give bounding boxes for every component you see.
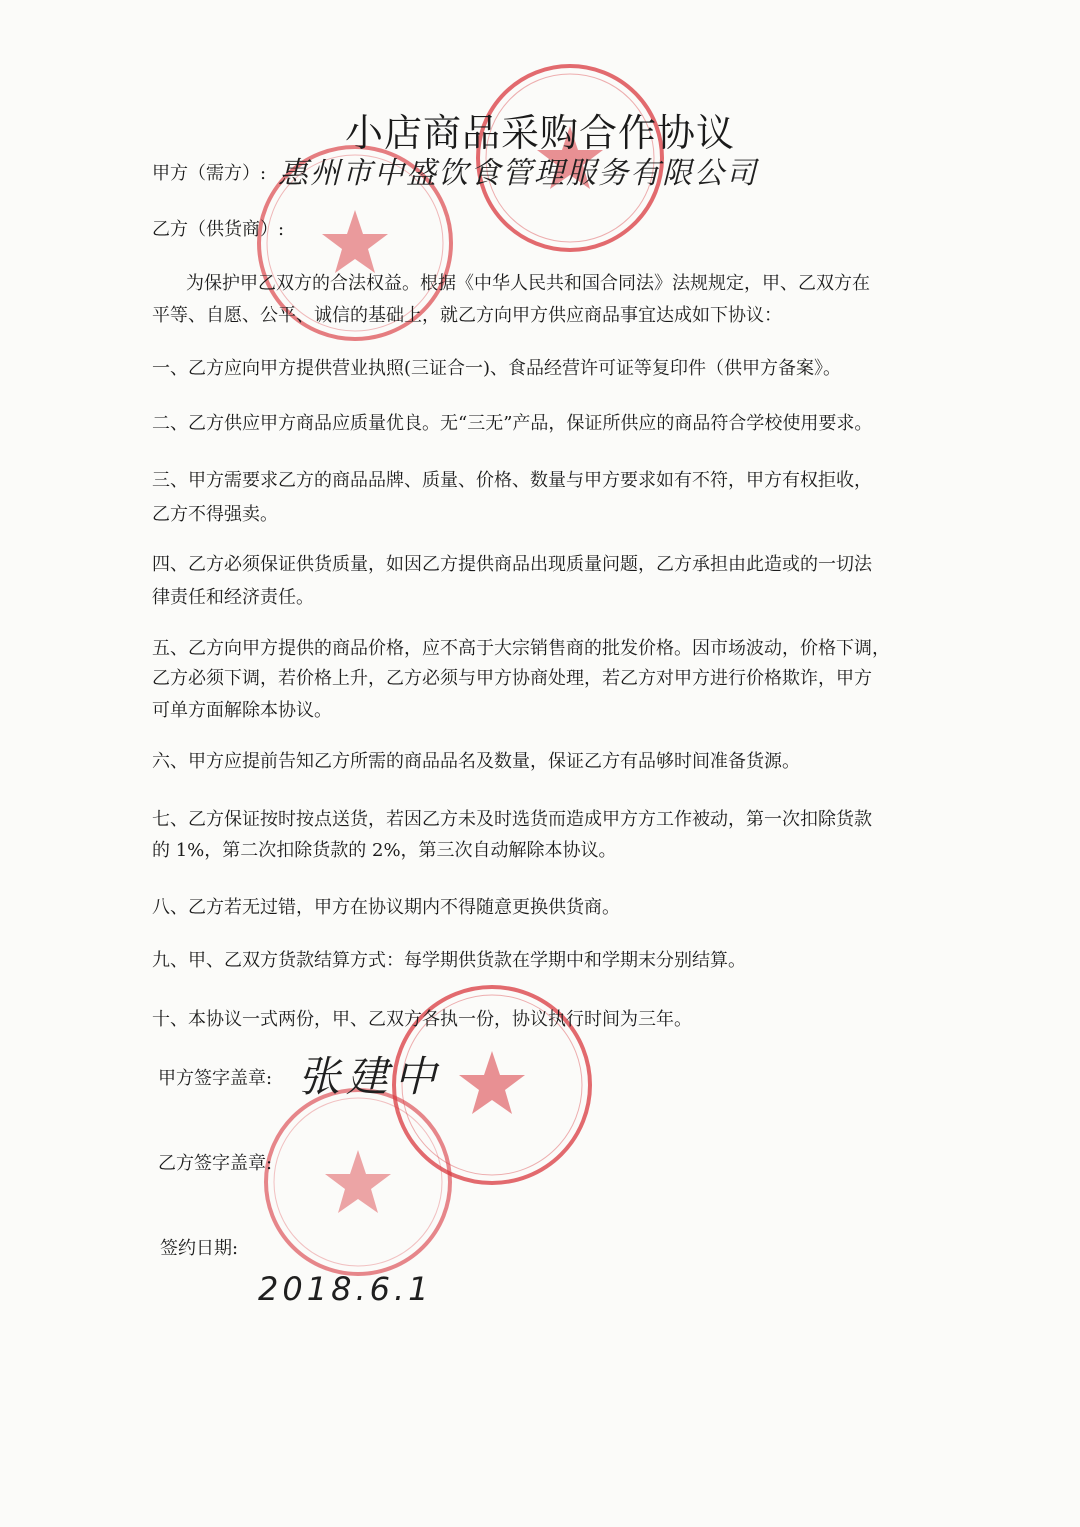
clause-7-line-2: 的 1%，第二次扣除货款的 2%，第三次自动解除本协议。 bbox=[152, 840, 617, 861]
party-b-signature-label: 乙方签字盖章: bbox=[158, 1153, 273, 1174]
clause-5-line-1: 五、乙方向甲方提供的商品价格，应不高于大宗销售商的批发价格。因市场波动，价格下调， bbox=[152, 638, 890, 659]
clause-4-line-1: 四、乙方必须保证供货质量，如因乙方提供商品出现质量问题，乙方承担由此造或的一切法 bbox=[152, 554, 872, 575]
clause-10: 十、本协议一式两份，甲、乙双方各执一份，协议执行时间为三年。 bbox=[152, 1009, 692, 1030]
clause-9: 九、甲、乙双方货款结算方式：每学期供货款在学期中和学期末分别结算。 bbox=[152, 950, 746, 971]
party-b-label: 乙方（供货商）: bbox=[152, 219, 285, 240]
clause-7-line-1: 七、乙方保证按时按点送货，若因乙方未及时选货而造成甲方方工作被动，第一次扣除货款 bbox=[152, 809, 872, 830]
clause-1: 一、乙方应向甲方提供营业执照(三证合一)、食品经营许可证等复印件（供甲方备案》。 bbox=[152, 358, 842, 379]
document-title: 小店商品采购合作协议 bbox=[344, 111, 735, 155]
clause-6: 六、甲方应提前告知乙方所需的商品品名及数量，保证乙方有品够时间准备货源。 bbox=[152, 751, 800, 772]
party-a-handwritten-name: 惠州市中盛饮食管理服务有限公司 bbox=[278, 156, 758, 191]
clause-2: 二、乙方供应甲方商品应质量优良。无“三无”产品，保证所供应的商品符合学校使用要求。 bbox=[152, 413, 873, 434]
party-a-handwritten-signature: 张建中 bbox=[298, 1052, 443, 1101]
clause-5-line-2: 乙方必须下调，若价格上升，乙方必须与甲方协商处理，若乙方对甲方进行价格欺诈，甲方 bbox=[152, 668, 872, 689]
clause-3-line-1: 三、甲方需要求乙方的商品品牌、质量、价格、数量与甲方要求如有不符，甲方有权拒收， bbox=[152, 470, 872, 491]
clause-8: 八、乙方若无过错，甲方在协议期内不得随意更换供货商。 bbox=[152, 897, 620, 918]
party-a-signature-label: 甲方签字盖章: bbox=[158, 1068, 273, 1089]
clause-5-line-3: 可单方面解除本协议。 bbox=[152, 700, 332, 721]
party-a-label: 甲方（需方）: bbox=[152, 163, 267, 184]
intro-line-1: 为保护甲乙双方的合法权益。根据《中华人民共和国合同法》法规规定，甲、乙双方在 bbox=[186, 273, 870, 294]
handwritten-date: 2018.6.1 bbox=[258, 1270, 433, 1308]
intro-line-2: 平等、自愿、公平、诚信的基础上，就乙方向甲方供应商品事宜达成如下协议： bbox=[152, 305, 782, 326]
clause-3-line-2: 乙方不得强卖。 bbox=[152, 504, 278, 525]
clause-4-line-2: 律责任和经济责任。 bbox=[152, 587, 314, 608]
date-label: 签约日期: bbox=[160, 1238, 239, 1259]
